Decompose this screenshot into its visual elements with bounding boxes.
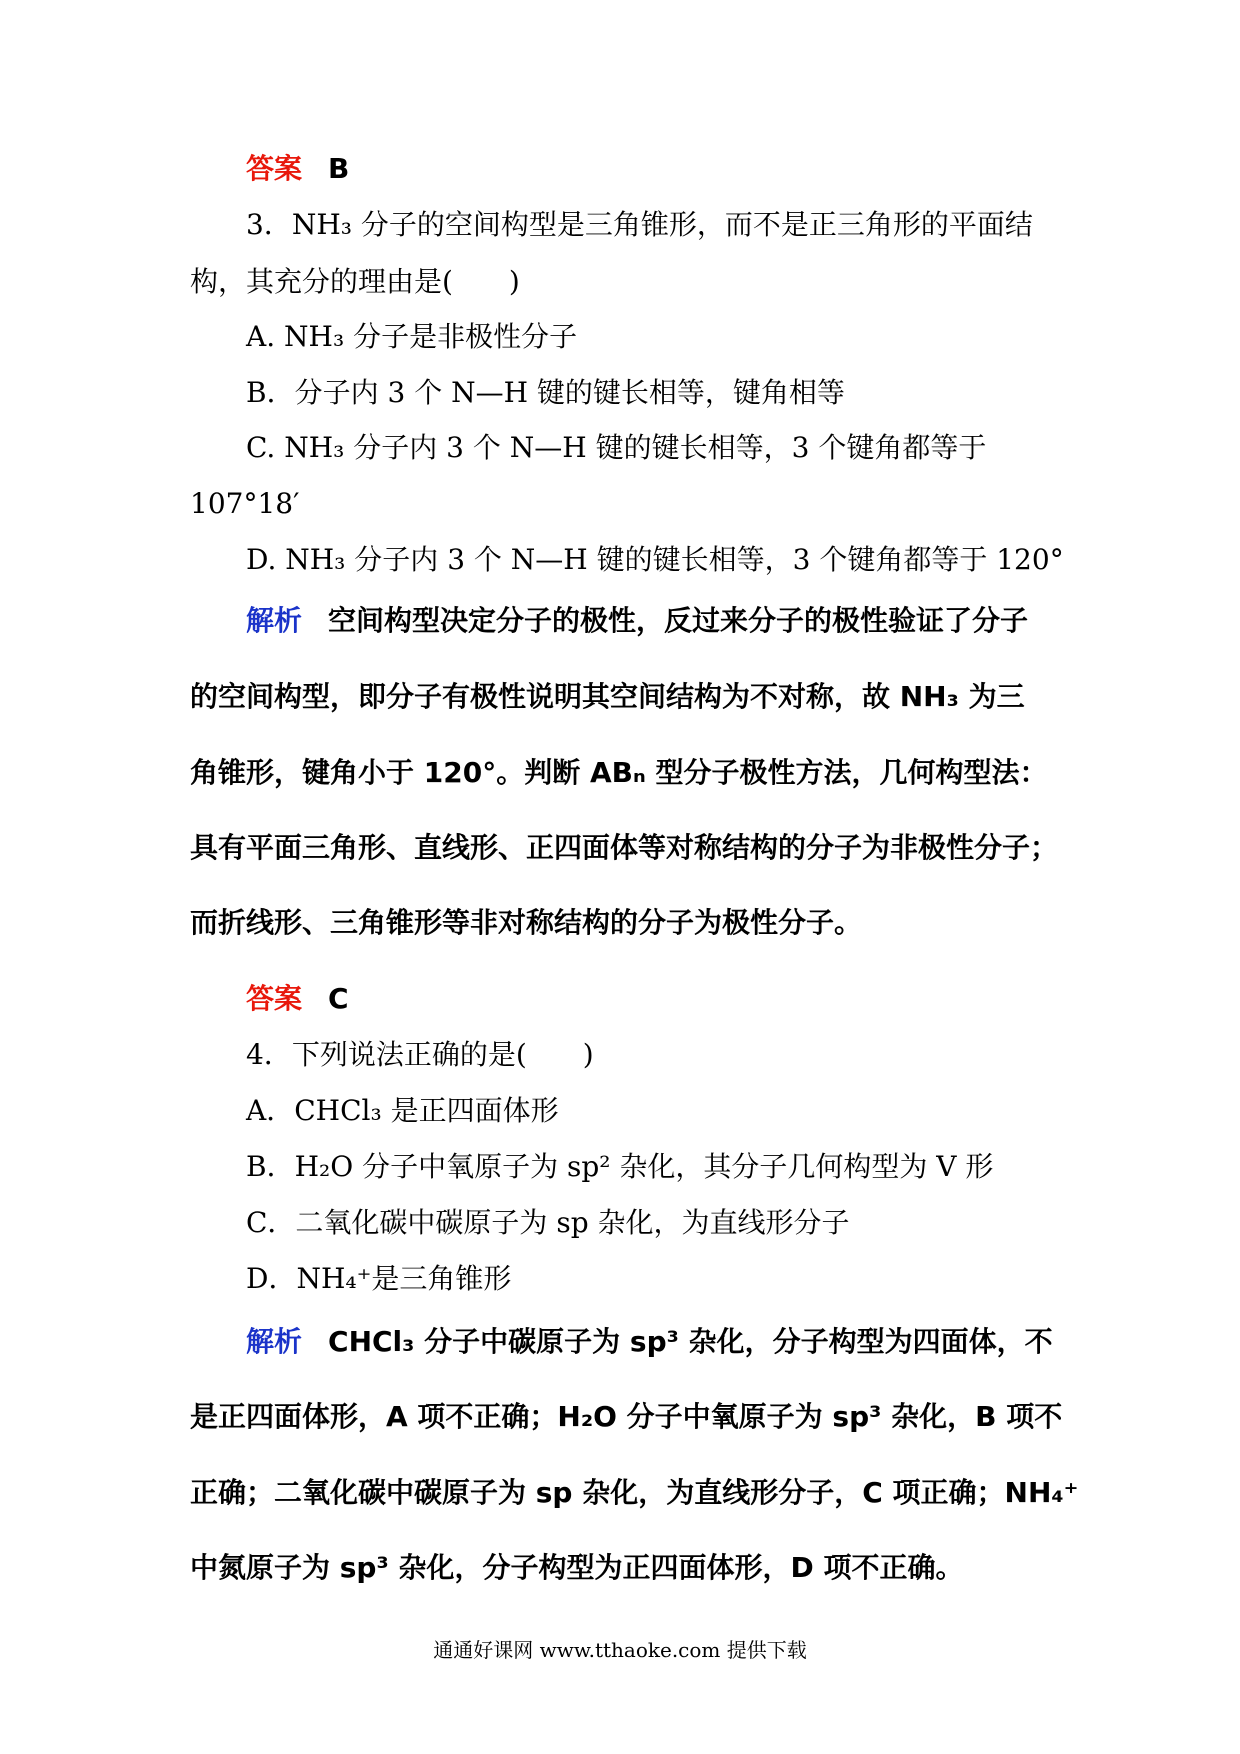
answer-value: C	[328, 982, 349, 1015]
option-c: C. NH₃ 分子内 3 个 N—H 键的键长相等，3 个键角都等于	[246, 431, 987, 464]
analysis-text: 空间构型决定分子的极性，反过来分子的极性验证了分子	[328, 604, 1029, 637]
page-footer: 通通好课网 www.tthaoke.com 提供下载	[433, 1638, 807, 1662]
analysis-line	[246, 604, 1028, 638]
option-d: D. NH₃ 分子内 3 个 N—H 键的键长相等，3 个键角都等于 120°	[246, 543, 1064, 576]
analysis-text: 是正四面体形，A 项不正确；H₂O 分子中氧原子为 sp³ 杂化，B 项不	[190, 1400, 1063, 1433]
analysis-label: 解析	[246, 1325, 303, 1358]
analysis-text: 具有平面三角形、直线形、正四面体等对称结构的分子为非极性分子；	[190, 831, 1059, 864]
answer-line	[246, 982, 349, 1016]
answer-label: 答案	[246, 982, 303, 1015]
option-a: A. NH₃ 分子是非极性分子	[246, 320, 578, 353]
option-c-cont: 107°18′	[190, 487, 300, 520]
answer-label: 答案	[246, 152, 303, 185]
analysis-text: 中氮原子为 sp³ 杂化，分子构型为正四面体形，D 项不正确。	[190, 1551, 964, 1584]
analysis-text: CHCl₃ 分子中碳原子为 sp³ 杂化，分子构型为四面体，不	[328, 1325, 1053, 1358]
analysis-text: 的空间构型，即分子有极性说明其空间结构为不对称，故 NH₃ 为三	[190, 680, 1025, 713]
analysis-text: 角锥形，键角小于 120°。判断 ABₙ 型分子极性方法，几何构型法：	[190, 756, 1048, 789]
question-3-stem-cont: 构，其充分的理由是( )	[190, 265, 520, 298]
option-c: C．二氧化碳中碳原子为 sp 杂化，为直线形分子	[246, 1206, 850, 1239]
analysis-label: 解析	[246, 604, 303, 637]
answer-line	[246, 152, 349, 186]
option-b: B．分子内 3 个 N—H 键的键长相等，键角相等	[246, 376, 845, 409]
analysis-text: 而折线形、三角锥形等非对称结构的分子为极性分子。	[190, 906, 863, 939]
analysis-line	[246, 1325, 1053, 1359]
option-d: D．NH₄⁺是三角锥形	[246, 1262, 512, 1295]
option-a: A．CHCl₃ 是正四面体形	[246, 1094, 559, 1127]
answer-value: B	[328, 152, 350, 185]
question-4-stem: 4．下列说法正确的是( )	[246, 1038, 594, 1071]
option-b: B．H₂O 分子中氧原子为 sp² 杂化，其分子几何构型为 V 形	[246, 1150, 994, 1183]
analysis-text: 正确；二氧化碳中碳原子为 sp 杂化，为直线形分子，C 项正确；NH₄⁺	[190, 1476, 1079, 1509]
question-3-stem: 3．NH₃ 分子的空间构型是三角锥形，而不是正三角形的平面结	[246, 208, 1033, 241]
